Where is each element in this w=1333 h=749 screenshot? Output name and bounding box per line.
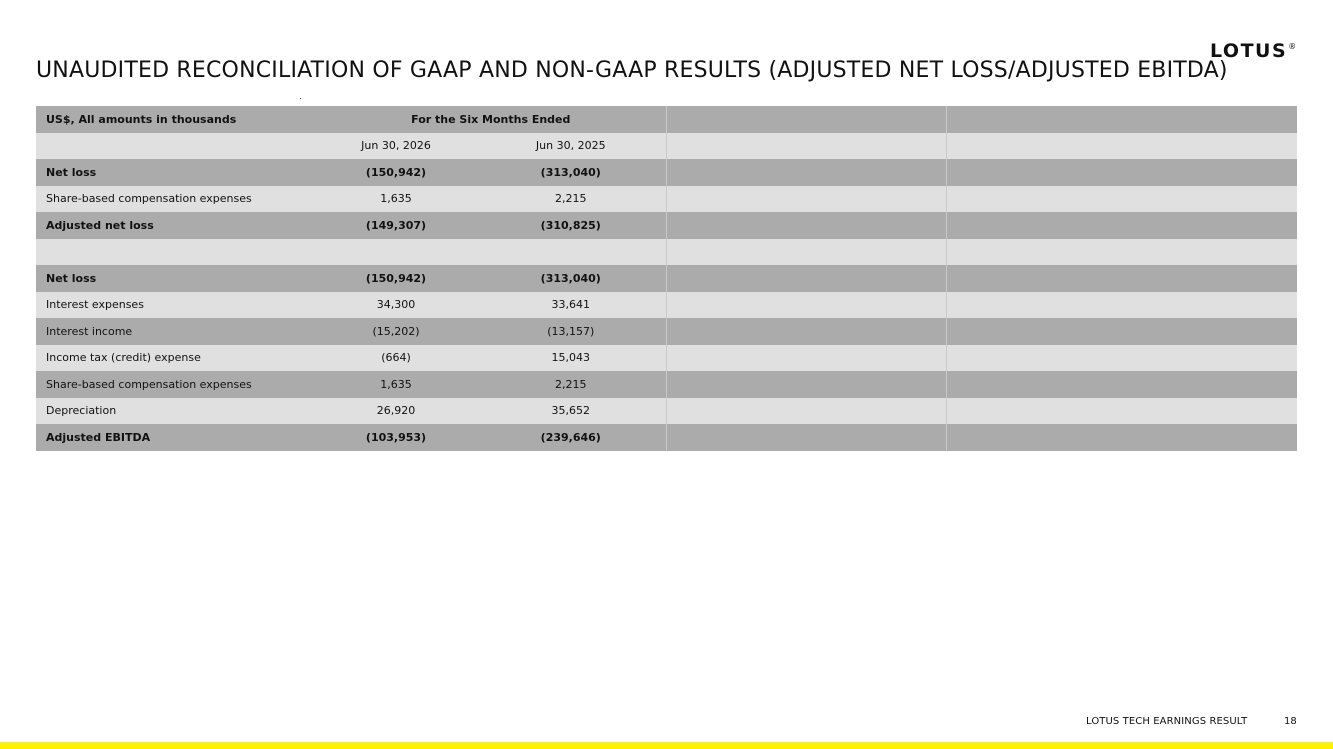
table-row — [36, 186, 1297, 213]
empty-cell — [946, 159, 1297, 186]
row-value-2026: 34,300 — [316, 292, 476, 319]
empty-cell — [946, 371, 1297, 398]
row-label: Interest expenses — [36, 292, 316, 319]
row-value-2025: (13,157) — [476, 318, 666, 345]
table-row — [36, 212, 1297, 239]
empty-cell — [666, 318, 946, 345]
units-label: US$, All amounts in thousands — [36, 106, 316, 133]
reconciliation-table — [36, 106, 1297, 451]
empty-cell — [666, 292, 946, 319]
brand-accent-bar — [0, 742, 1333, 749]
row-value-2026: (149,307) — [316, 212, 476, 239]
row-label: Net loss — [36, 159, 316, 186]
row-value-2025: (313,040) — [476, 159, 666, 186]
registered-mark: ® — [1288, 42, 1298, 51]
row-value-2025 — [476, 239, 666, 266]
table-row — [36, 424, 1297, 451]
empty-cell — [666, 106, 946, 133]
table-row — [36, 292, 1297, 319]
page-number: 18 — [1284, 716, 1297, 727]
empty-label — [36, 133, 316, 160]
empty-cell — [946, 106, 1297, 133]
row-label: Share-based compensation expenses — [36, 371, 316, 398]
table-row — [36, 265, 1297, 292]
row-value-2026: 1,635 — [316, 186, 476, 213]
row-value-2025: (310,825) — [476, 212, 666, 239]
table-row — [36, 398, 1297, 425]
empty-cell — [666, 398, 946, 425]
row-label: Interest income — [36, 318, 316, 345]
row-value-2026: (150,942) — [316, 265, 476, 292]
stray-dot — [300, 98, 301, 99]
row-label: Adjusted EBITDA — [36, 424, 316, 451]
page-title: UNAUDITED RECONCILIATION OF GAAP AND NON-GAAP RESULTS (ADJUSTED NET LOSS/ADJUSTED EBITDA) — [36, 58, 1228, 83]
table-spacer-row — [36, 239, 1297, 266]
empty-cell — [946, 212, 1297, 239]
empty-cell — [666, 239, 946, 266]
row-value-2025: (239,646) — [476, 424, 666, 451]
empty-cell — [666, 159, 946, 186]
table-row — [36, 371, 1297, 398]
empty-cell — [946, 265, 1297, 292]
table-header-row — [36, 106, 1297, 133]
logo-text: LOTUS — [1210, 40, 1288, 62]
row-value-2025: (313,040) — [476, 265, 666, 292]
empty-cell — [946, 239, 1297, 266]
empty-cell — [666, 371, 946, 398]
table-row — [36, 318, 1297, 345]
row-label: Income tax (credit) expense — [36, 345, 316, 372]
empty-cell — [946, 424, 1297, 451]
row-value-2025: 2,215 — [476, 371, 666, 398]
empty-cell — [946, 318, 1297, 345]
empty-cell — [666, 345, 946, 372]
empty-cell — [666, 186, 946, 213]
row-value-2026: (150,942) — [316, 159, 476, 186]
row-label: Adjusted net loss — [36, 212, 316, 239]
period-header: For the Six Months Ended — [316, 106, 666, 133]
table-dates-row — [36, 133, 1297, 160]
row-value-2026: (103,953) — [316, 424, 476, 451]
empty-cell — [946, 292, 1297, 319]
empty-cell — [946, 345, 1297, 372]
table-row — [36, 345, 1297, 372]
row-label: Net loss — [36, 265, 316, 292]
row-value-2025: 35,652 — [476, 398, 666, 425]
date-column-2: Jun 30, 2025 — [476, 133, 666, 160]
row-value-2025: 33,641 — [476, 292, 666, 319]
empty-cell — [946, 133, 1297, 160]
row-label — [36, 239, 316, 266]
table-row — [36, 159, 1297, 186]
empty-cell — [946, 398, 1297, 425]
date-column-1: Jun 30, 2026 — [316, 133, 476, 160]
row-value-2026: (664) — [316, 345, 476, 372]
row-value-2025: 2,215 — [476, 186, 666, 213]
empty-cell — [666, 265, 946, 292]
row-value-2026: (15,202) — [316, 318, 476, 345]
empty-cell — [946, 186, 1297, 213]
row-label: Depreciation — [36, 398, 316, 425]
row-value-2025: 15,043 — [476, 345, 666, 372]
footer-label: LOTUS TECH EARNINGS RESULT — [1086, 716, 1248, 727]
row-value-2026: 26,920 — [316, 398, 476, 425]
empty-cell — [666, 212, 946, 239]
empty-cell — [666, 424, 946, 451]
row-label: Share-based compensation expenses — [36, 186, 316, 213]
empty-cell — [666, 133, 946, 160]
row-value-2026: 1,635 — [316, 371, 476, 398]
row-value-2026 — [316, 239, 476, 266]
